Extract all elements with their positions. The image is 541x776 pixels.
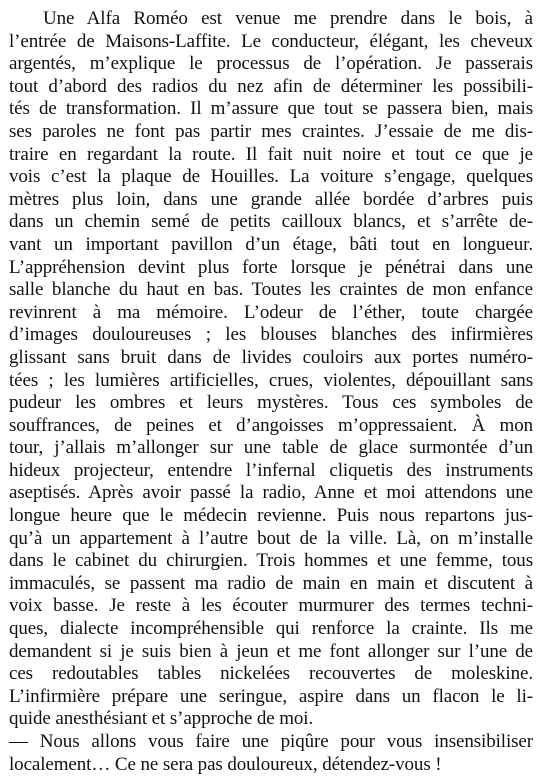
text-line: tés de transformation. Il m’assure que tout se passera bien, mais xyxy=(9,98,533,120)
text-line: — Nous allons vous faire une piqûre pour vous insensibiliser xyxy=(9,731,533,752)
dialogue-paragraph xyxy=(9,731,533,776)
text-line: l’entrée de Maisons-Laffite. Le conducteur, élégant, les cheveux xyxy=(9,30,533,52)
text-line: longue heure que le médecin revienne. Puis nous repartons jus- xyxy=(9,505,533,527)
text-line: qu’à un appartement à l’autre bout de la ville. Là, on m’installe xyxy=(9,527,533,549)
text-line: traire en regardant la route. Il fait nuit noire et tout ce que je xyxy=(9,143,533,165)
text-line: tour, j’allais m’allonger sur une table de glace surmontée d’un xyxy=(9,437,533,459)
text-line: vois c’est la plaque de Houilles. La voiture s’engage, quelques xyxy=(9,166,533,188)
text-line: ques, dialecte incompréhensible qui renforce la crainte. Ils me xyxy=(9,618,533,640)
text-line: quide anesthésiant et s’approche de moi. xyxy=(9,708,314,730)
text-line: demandent si je suis bien à jeun et me font allonger sur l’une de xyxy=(9,640,533,662)
narrative-paragraph xyxy=(9,8,533,731)
text-line: voix basse. Je reste à les écouter murmurer des termes techni- xyxy=(9,595,533,617)
text-line: aseptisés. Après avoir passé la radio, Anne et moi attendons une xyxy=(9,482,533,504)
text-line: L’infirmière prépare une seringue, aspire dans un flacon le li- xyxy=(9,685,533,707)
document-page xyxy=(9,8,533,776)
text-line: salle blanche du haut en bas. Toutes les craintes de mon enfance xyxy=(9,279,533,301)
text-line: d’images douloureuses ; les blouses blanches des infirmières xyxy=(9,324,533,346)
text-line: localement… Ce ne sera pas douloureux, détendez-vous ! xyxy=(9,753,442,775)
text-line: vant un important pavillon d’un étage, bâti tout en longueur. xyxy=(9,233,533,255)
text-line: souffrances, de peines et d’angoisses m’oppressaient. À mon xyxy=(9,414,533,436)
text-line: glissant sans bruit dans de livides couloirs aux portes numéro- xyxy=(9,346,533,368)
text-line: dans le cabinet du chirurgien. Trois hommes et une femme, tous xyxy=(9,550,533,572)
text-line: revinrent à ma mémoire. L’odeur de l’éther, toute chargée xyxy=(9,301,533,323)
text-line: hideux projecteur, entendre l’infernal cliquetis des instruments xyxy=(9,459,533,481)
text-line: dans un chemin semé de petits cailloux blancs, et s’arrête de- xyxy=(9,211,533,233)
text-line: ces redoutables tables nickelées recouvertes de moleskine. xyxy=(9,663,533,685)
text-line: ses paroles ne font pas partir mes craintes. J’essaie de me dis- xyxy=(9,120,533,142)
text-line: argentés, m’explique le processus de l’opération. Je passerais xyxy=(9,53,533,75)
text-line: L’appréhension devint plus forte lorsque je pénétrai dans une xyxy=(9,256,533,278)
text-line: Une Alfa Roméo est venue me prendre dans le bois, à xyxy=(43,8,533,29)
text-line: tées ; les lumières artificielles, crues, violentes, dépouillant sans xyxy=(9,369,533,391)
text-line: tout d’abord des radios du nez afin de déterminer les possibili- xyxy=(9,75,533,97)
text-line: immaculés, se passent ma radio de main en main et discutent à xyxy=(9,572,533,594)
text-line: mètres plus loin, dans une grande allée bordée d’arbres puis xyxy=(9,188,533,210)
text-line: pudeur les ombres et leurs mystères. Tous ces symboles de xyxy=(9,392,533,414)
